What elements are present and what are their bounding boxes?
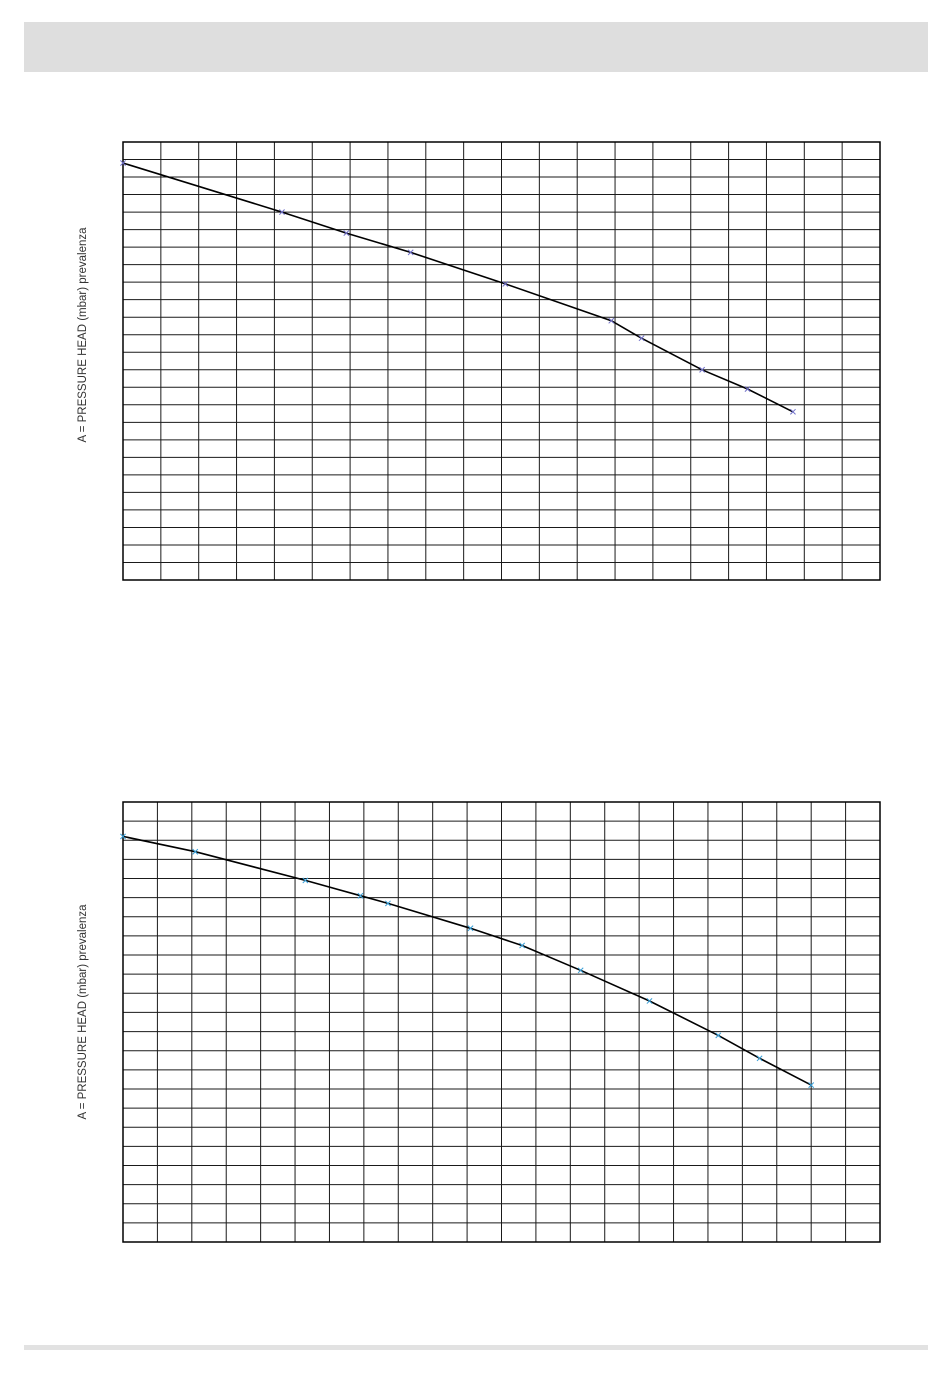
bottom-data-point: [716, 1033, 721, 1038]
chart-bottom-ylabel: A = PRESSURE HEAD (mbar) prevalenza: [77, 904, 89, 1120]
chart-top-plot: [120, 142, 880, 580]
chart-top-svg: [0, 120, 950, 600]
footer-rule: [24, 1345, 928, 1350]
chart-bottom: [0, 780, 950, 1260]
top-series-line: [123, 163, 793, 412]
top-data-point: [790, 409, 795, 414]
chart-bottom-svg: [0, 780, 950, 1260]
chart-top: [0, 120, 950, 600]
header-bar: [24, 22, 928, 72]
top-data-point: [639, 336, 644, 341]
chart-bottom-plot: [120, 802, 880, 1242]
chart-top-ylabel: A = PRESSURE HEAD (mbar) prevalenza: [77, 227, 89, 443]
